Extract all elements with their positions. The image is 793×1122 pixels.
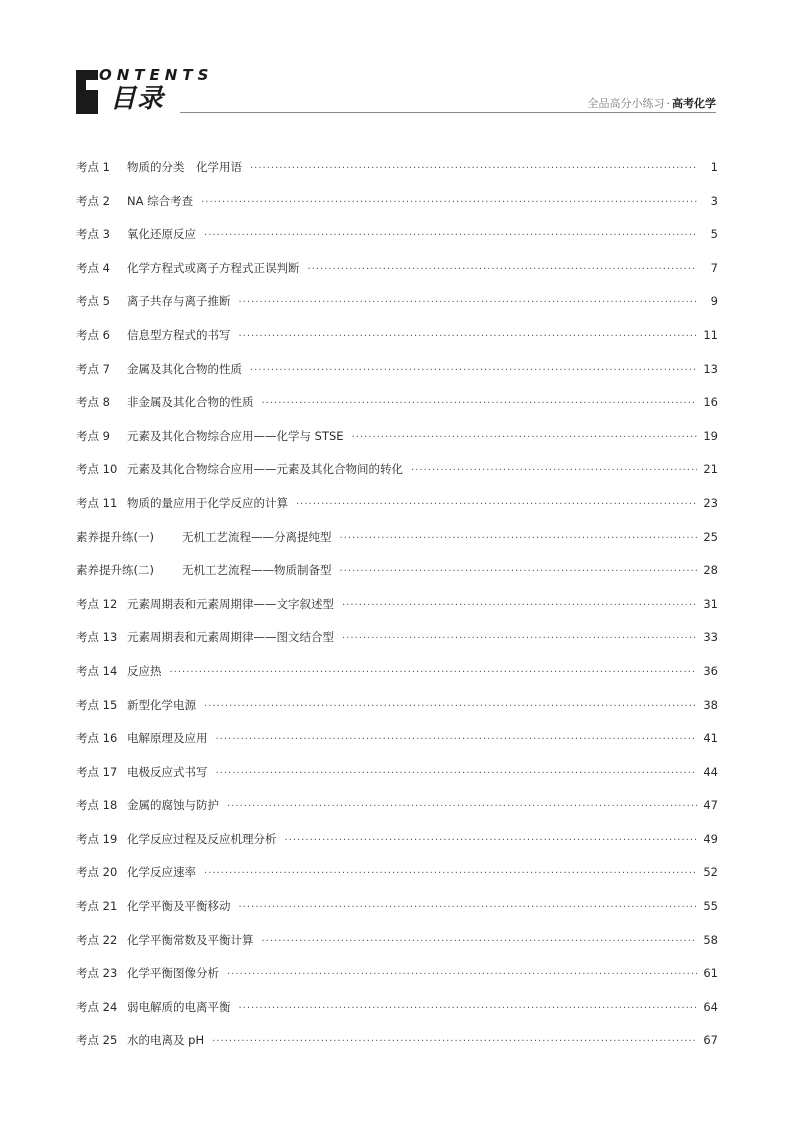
toc-entry-page: 44 <box>703 764 718 779</box>
toc-dot-leader <box>285 835 698 846</box>
toc-entry[interactable] <box>76 461 718 495</box>
logo-c-cut <box>86 80 100 90</box>
toc-entry[interactable] <box>76 1032 718 1066</box>
series-separator: · <box>666 97 670 110</box>
toc-dot-leader <box>204 230 697 241</box>
toc-entry-title: 物质的分类 化学用语 <box>127 160 242 174</box>
toc-entry[interactable] <box>76 260 718 294</box>
toc-entry-label: 考点 7 <box>76 361 110 376</box>
toc-entry[interactable] <box>76 999 718 1033</box>
toc-entry-page: 31 <box>703 596 718 611</box>
toc-dot-leader <box>239 1003 698 1014</box>
toc-dot-leader <box>201 197 697 208</box>
toc-entry-label: 考点 12 <box>76 596 118 611</box>
toc-dot-leader <box>204 701 697 712</box>
toc-entry-label: 考点 19 <box>76 831 118 846</box>
toc-entry-title: 氧化还原反应 <box>127 227 196 242</box>
toc-entry-page: 61 <box>703 966 718 981</box>
toc-entry-title: 元素周期表和元素周期律——文字叙述型 <box>127 596 334 611</box>
toc-entry[interactable] <box>76 764 718 798</box>
toc-entry-title: 化学平衡图像分析 <box>127 966 219 981</box>
toc-entry-page: 9 <box>710 294 718 309</box>
toc-entry-page: 67 <box>703 1033 718 1048</box>
toc-entry-page: 7 <box>710 260 718 275</box>
toc-entry-title: 元素周期表和元素周期律——图文结合型 <box>127 630 334 645</box>
toc-entry[interactable] <box>76 327 718 361</box>
toc-dot-leader <box>204 868 697 879</box>
toc-entry-page: 36 <box>703 663 718 678</box>
toc-entry-page: 49 <box>703 831 718 846</box>
toc-dot-leader <box>342 633 697 644</box>
toc-entry-label: 考点 13 <box>76 630 118 645</box>
toc-entry-label: 考点 24 <box>76 999 118 1014</box>
mulu-heading: 目录 <box>110 84 165 114</box>
toc-entry-label: 考点 16 <box>76 731 118 746</box>
toc-entry[interactable] <box>76 428 718 462</box>
toc-entry-title: 反应热 <box>127 663 162 678</box>
series-title <box>588 95 717 111</box>
toc-entry-page: 55 <box>703 899 718 914</box>
toc-dot-leader <box>239 331 698 342</box>
toc-entry-label: 考点 25 <box>76 1033 118 1048</box>
toc-entry[interactable] <box>76 495 718 529</box>
toc-dot-leader <box>170 667 698 678</box>
toc-entry-page: 21 <box>703 462 718 477</box>
toc-entry-title: 化学平衡及平衡移动 <box>127 899 231 914</box>
toc-entry-page: 47 <box>703 798 718 813</box>
toc-entry[interactable] <box>76 596 718 630</box>
toc-dot-leader <box>216 734 698 745</box>
toc-entry[interactable] <box>76 831 718 865</box>
toc-entry[interactable] <box>76 965 718 999</box>
toc-entry[interactable] <box>76 864 718 898</box>
toc-entry-label: 考点 1 <box>76 160 110 174</box>
toc-entry-page: 41 <box>703 731 718 746</box>
toc-entry[interactable] <box>76 193 718 227</box>
toc-entry-title: 物质的量应用于化学反应的计算 <box>127 495 288 510</box>
toc-entry[interactable] <box>76 562 718 596</box>
toc-entry-title: 弱电解质的电离平衡 <box>127 999 231 1014</box>
toc-dot-leader <box>239 297 698 308</box>
toc-entry-label: 考点 18 <box>76 798 118 813</box>
toc-entry-label: 考点 5 <box>76 294 110 309</box>
toc-dot-leader <box>296 499 697 510</box>
toc-dot-leader <box>262 936 698 947</box>
toc-entry-label: 考点 17 <box>76 764 118 779</box>
toc-entry[interactable] <box>76 226 718 260</box>
toc-entry-title: 金属及其化合物的性质 <box>127 361 242 376</box>
table-of-contents <box>76 159 718 1066</box>
toc-entry[interactable] <box>76 663 718 697</box>
toc-dot-leader <box>227 801 697 812</box>
toc-entry-label: 考点 11 <box>76 495 118 510</box>
toc-dot-leader <box>262 398 698 409</box>
toc-entry-page: 3 <box>710 193 718 208</box>
toc-entry-page: 64 <box>703 999 718 1014</box>
toc-dot-leader <box>340 533 698 544</box>
toc-entry-label: 考点 2 <box>76 193 110 208</box>
toc-entry[interactable] <box>76 697 718 731</box>
toc-dot-leader <box>411 465 697 476</box>
toc-entry-page: 19 <box>703 428 718 443</box>
toc-entry-page: 23 <box>703 495 718 510</box>
toc-entry[interactable] <box>76 394 718 428</box>
toc-entry-label: 素养提升练(二) <box>76 563 154 578</box>
toc-entry-title: 化学反应过程及反应机理分析 <box>127 831 277 846</box>
toc-entry-label: 考点 8 <box>76 395 110 410</box>
toc-entry-label: 考点 15 <box>76 697 118 712</box>
toc-entry[interactable] <box>76 293 718 327</box>
toc-entry-page: 13 <box>703 361 718 376</box>
toc-entry-title: 电极反应式书写 <box>127 764 208 779</box>
toc-entry-title: NA 综合考查 <box>127 193 194 208</box>
toc-dot-leader <box>239 902 698 913</box>
toc-entry-title: 元素及其化合物综合应用——化学与 STSE <box>127 428 344 443</box>
toc-entry-label: 考点 3 <box>76 227 110 242</box>
toc-entry-label: 考点 23 <box>76 966 118 981</box>
toc-dot-leader <box>308 264 698 275</box>
toc-entry-page: 11 <box>703 327 718 342</box>
toc-dot-leader <box>342 600 697 611</box>
toc-dot-leader <box>250 365 697 376</box>
toc-entry-page: 16 <box>703 395 718 410</box>
toc-entry[interactable] <box>76 529 718 563</box>
toc-dot-leader <box>352 432 697 443</box>
toc-entry-label: 考点 10 <box>76 462 118 477</box>
toc-dot-leader <box>216 768 698 779</box>
toc-entry-page: 25 <box>703 529 718 544</box>
toc-entry-page: 33 <box>703 630 718 645</box>
toc-entry[interactable] <box>76 932 718 966</box>
toc-entry-page: 38 <box>703 697 718 712</box>
toc-entry[interactable] <box>76 629 718 663</box>
series-subject: 高考化学 <box>672 97 716 110</box>
toc-entry[interactable] <box>76 797 718 831</box>
page-header <box>0 0 793 130</box>
toc-entry-label: 考点 9 <box>76 428 110 443</box>
toc-entry-label: 考点 14 <box>76 663 118 678</box>
logo-c-mark <box>76 70 98 114</box>
toc-entry-title: 离子共存与离子推断 <box>127 294 231 309</box>
toc-entry-page: 5 <box>710 227 718 242</box>
toc-entry-title: 化学平衡常数及平衡计算 <box>127 932 254 947</box>
toc-entry-title: 水的电离及 pH <box>127 1033 205 1048</box>
toc-entry[interactable] <box>76 898 718 932</box>
toc-entry-page: 1 <box>710 160 718 174</box>
toc-entry-label: 素养提升练(一) <box>76 529 154 544</box>
toc-dot-leader <box>227 969 697 980</box>
toc-entry-title: 化学反应速率 <box>127 865 196 880</box>
header-rule <box>180 112 716 113</box>
toc-entry-title: 无机工艺流程——物质制备型 <box>182 563 332 578</box>
toc-entry-label: 考点 21 <box>76 899 118 914</box>
toc-entry-title: 元素及其化合物综合应用——元素及其化合物间的转化 <box>127 462 403 477</box>
toc-entry-page: 52 <box>703 865 718 880</box>
toc-entry-title: 金属的腐蚀与防护 <box>127 798 219 813</box>
toc-dot-leader <box>340 566 698 577</box>
toc-entry-page: 28 <box>703 563 718 578</box>
toc-entry[interactable] <box>76 159 718 193</box>
series-name: 全品高分小练习 <box>587 97 665 110</box>
toc-dot-leader <box>212 1036 697 1047</box>
toc-entry-title: 无机工艺流程——分离提纯型 <box>182 529 332 544</box>
toc-entry-title: 新型化学电源 <box>127 697 196 712</box>
toc-entry-label: 考点 6 <box>76 327 110 342</box>
toc-entry-page: 58 <box>703 932 718 947</box>
toc-entry-label: 考点 20 <box>76 865 118 880</box>
toc-entry-title: 电解原理及应用 <box>127 731 208 746</box>
toc-entry-label: 考点 22 <box>76 932 118 947</box>
toc-entry[interactable] <box>76 730 718 764</box>
toc-entry-title: 化学方程式或离子方程式正误判断 <box>127 260 300 275</box>
toc-entry-title: 信息型方程式的书写 <box>127 327 231 342</box>
toc-dot-leader <box>250 163 697 174</box>
toc-entry-label: 考点 4 <box>76 260 110 275</box>
toc-entry[interactable] <box>76 361 718 395</box>
contents-heading: ONTENTS <box>99 66 214 84</box>
toc-entry-title: 非金属及其化合物的性质 <box>127 395 254 410</box>
